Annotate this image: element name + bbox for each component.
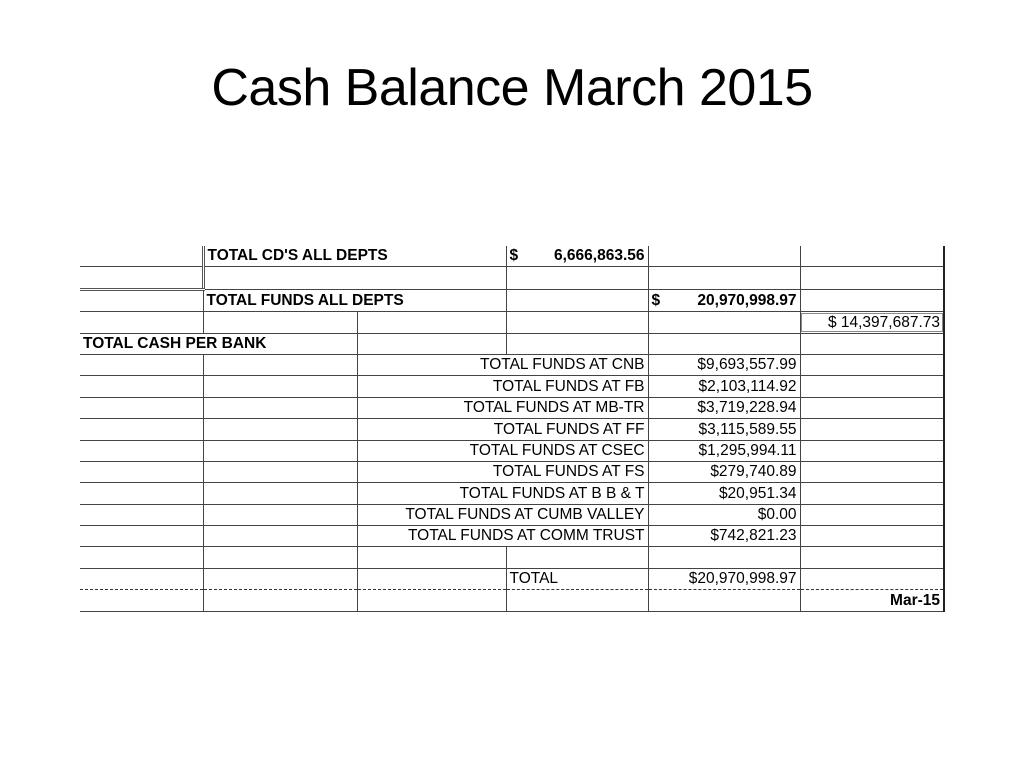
cell (800, 483, 944, 504)
cell (80, 483, 203, 504)
cell (357, 590, 506, 611)
total-cds-amount: 6,666,863.56 (554, 247, 645, 265)
bank-label: TOTAL FUNDS AT FB (357, 376, 648, 397)
cell (203, 354, 357, 375)
table-row (80, 547, 944, 568)
side-total-value: $ 14,397,687.73 (800, 312, 944, 333)
total-amount: $20,970,998.97 (648, 568, 800, 589)
cell (357, 333, 506, 354)
total-cds-currency: $ (509, 247, 519, 265)
cell (800, 419, 944, 440)
cell (800, 354, 944, 375)
cell (80, 376, 203, 397)
cell (203, 397, 357, 418)
cell (800, 267, 944, 289)
cell (357, 547, 506, 568)
table-row (80, 246, 944, 267)
cell (203, 461, 357, 482)
table-row (80, 526, 944, 547)
cell (357, 568, 506, 589)
total-label: TOTAL (506, 568, 648, 589)
cell (80, 547, 203, 568)
cell (80, 397, 203, 418)
cell (648, 590, 800, 611)
period-label: Mar-15 (800, 590, 944, 611)
cash-per-bank-label: TOTAL CASH PER BANK (80, 333, 357, 354)
table-row (80, 333, 944, 354)
total-cds-label: TOTAL CD'S ALL DEPTS (203, 246, 506, 267)
cell (357, 312, 506, 333)
cell (80, 312, 203, 333)
bank-amount: $3,719,228.94 (648, 397, 800, 418)
bank-amount: $1,295,994.11 (648, 440, 800, 461)
spreadsheet-excerpt (80, 246, 944, 618)
bank-label: TOTAL FUNDS AT CUMB VALLEY (357, 504, 648, 525)
cell (80, 526, 203, 547)
cell (800, 440, 944, 461)
table-row (80, 568, 944, 589)
table-row (80, 504, 944, 525)
cell (203, 376, 357, 397)
table-row (80, 440, 944, 461)
cell (203, 504, 357, 525)
cell (800, 547, 944, 568)
cell (506, 590, 648, 611)
table-row (80, 312, 944, 333)
cell (800, 333, 944, 354)
cell (506, 547, 648, 568)
cell (80, 419, 203, 440)
cell (800, 461, 944, 482)
cell (203, 312, 357, 333)
total-funds-all-value (648, 289, 800, 311)
cell (800, 504, 944, 525)
cell (648, 547, 800, 568)
table-row (80, 289, 944, 311)
cell (800, 397, 944, 418)
cell (800, 376, 944, 397)
bank-amount: $9,693,557.99 (648, 354, 800, 375)
bank-label: TOTAL FUNDS AT COMM TRUST (357, 526, 648, 547)
cell (506, 312, 648, 333)
bank-amount: $279,740.89 (648, 461, 800, 482)
cell (203, 419, 357, 440)
cell (80, 461, 203, 482)
total-funds-all-amount: 20,970,998.97 (697, 292, 797, 310)
cell (80, 289, 203, 311)
cell (800, 246, 944, 267)
cell (80, 504, 203, 525)
cell (80, 440, 203, 461)
table-row (80, 419, 944, 440)
bank-label: TOTAL FUNDS AT CNB (357, 354, 648, 375)
cell (203, 590, 357, 611)
cell (648, 267, 800, 289)
cell (648, 246, 800, 267)
cell (80, 267, 203, 289)
cell (80, 568, 203, 589)
table-row (80, 397, 944, 418)
bank-amount: $2,103,114.92 (648, 376, 800, 397)
bank-label: TOTAL FUNDS AT CSEC (357, 440, 648, 461)
cell (80, 246, 203, 267)
table-row (80, 483, 944, 504)
cell (80, 590, 203, 611)
table-row (80, 590, 944, 611)
cell (648, 312, 800, 333)
bank-amount: $742,821.23 (648, 526, 800, 547)
bank-label: TOTAL FUNDS AT FS (357, 461, 648, 482)
cell (506, 267, 648, 289)
cell (203, 440, 357, 461)
cell (203, 483, 357, 504)
bank-amount: $20,951.34 (648, 483, 800, 504)
slide-title: Cash Balance March 2015 (211, 59, 813, 117)
cell (203, 526, 357, 547)
cell (203, 267, 506, 289)
bank-amount: $3,115,589.55 (648, 419, 800, 440)
bank-label: TOTAL FUNDS AT FF (357, 419, 648, 440)
total-funds-all-label: TOTAL FUNDS ALL DEPTS (203, 289, 506, 311)
table-row (80, 461, 944, 482)
cell (80, 354, 203, 375)
cell (648, 333, 800, 354)
bank-label: TOTAL FUNDS AT B B & T (357, 483, 648, 504)
cell (800, 568, 944, 589)
cell (800, 289, 944, 311)
total-funds-all-currency: $ (651, 292, 661, 310)
cell (203, 547, 357, 568)
total-cds-value (506, 246, 648, 267)
cell (506, 289, 648, 311)
table-row (80, 354, 944, 375)
cell (800, 526, 944, 547)
bank-amount: $0.00 (648, 504, 800, 525)
table-row (80, 376, 944, 397)
bank-label: TOTAL FUNDS AT MB-TR (357, 397, 648, 418)
table-row (80, 267, 944, 289)
cell (506, 333, 648, 354)
cell (203, 568, 357, 589)
cash-balance-table (80, 246, 945, 612)
